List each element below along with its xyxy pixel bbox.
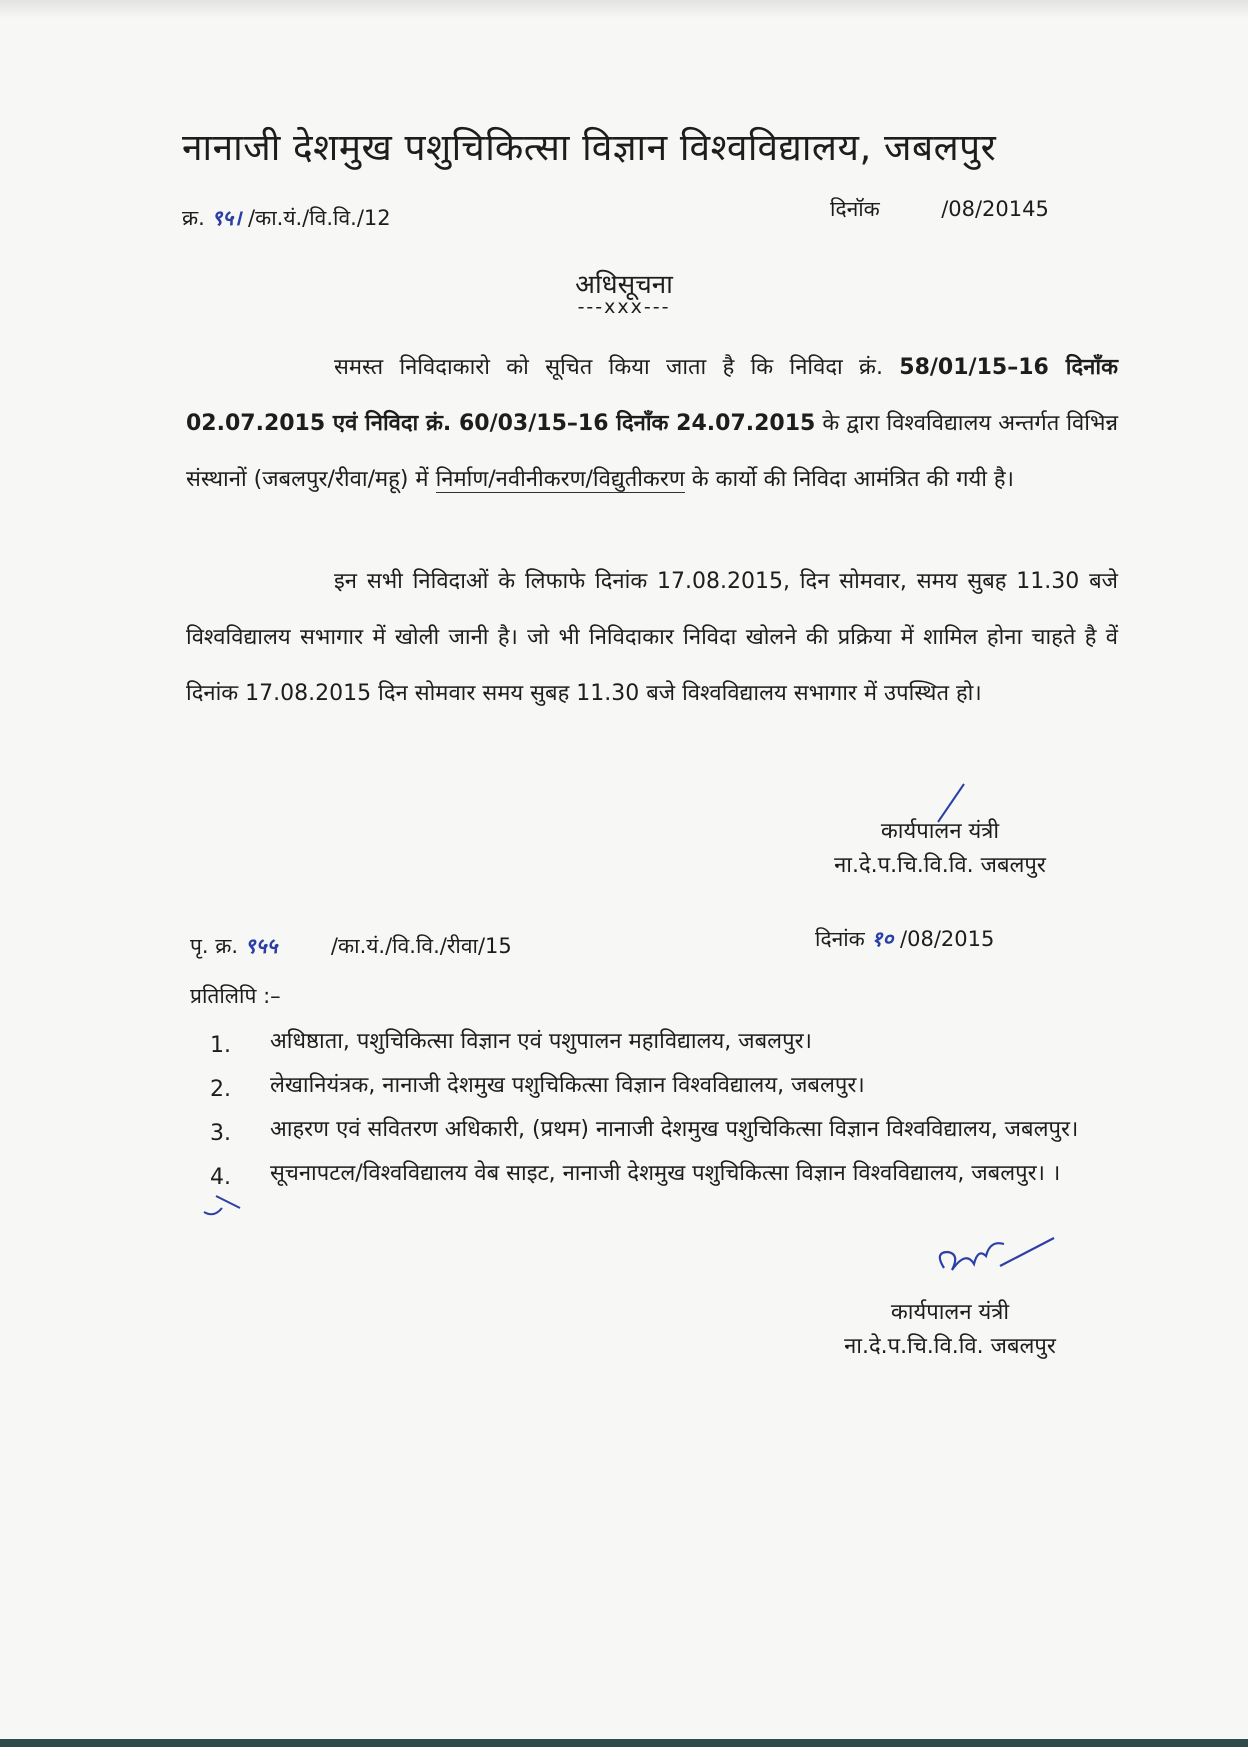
signature-block-1 (815, 815, 1065, 883)
endorsement-date-label: दिनांक (815, 927, 865, 951)
endorsement-number-handwritten: ९५५ (244, 933, 278, 958)
notice-paragraph-1 (186, 340, 1118, 508)
ref-suffix: /का.यं./वि.वि./12 (248, 206, 391, 230)
para1-text-1: समस्त निविदाकारो को सूचित किया जाता है कि निविदा क्रं. (334, 355, 883, 380)
reference-number (182, 204, 391, 232)
signature-scribble-2 (930, 1230, 1060, 1300)
notice-paragraph-2 (186, 554, 1118, 722)
para1-work-types: निर्माण/नवीनीकरण/विद्युतीकरण (435, 467, 685, 492)
notice-heading: अधिसूचना (575, 270, 673, 300)
scan-bottom-edge (0, 1739, 1248, 1747)
para1-text-3: के कार्यो की निविदा आमंत्रित की गयी है। (691, 467, 1014, 492)
signatory-designation: कार्यपालन यंत्री (880, 819, 1000, 844)
endorsement-reference (190, 932, 512, 960)
para2-text: इन सभी निविदाओं के लिफाफे दिनांक 17.08.2015, दिन सोमवार, समय सुबह 11.30 बजे विश्वविद्यालय सभागार में खोली जानी है। जो भी निविदाकार निविदा खोलने की प्रक्रिया में शामिल होना चाहते है वें दिनांक 17.08.2015 दिन सोमवार समय सुबह 11.30 बजे विश्वविद्यालय सभागार में उपस्थित हो। (186, 569, 1118, 706)
handwritten-tick-mark (200, 1190, 244, 1220)
signature-block-2 (815, 1296, 1085, 1364)
endorsement-suffix: /का.यं./वि.वि./रीवा/15 (330, 934, 512, 958)
ref-number-handwritten: ९५। (211, 205, 242, 230)
university-title: नानाजी देशमुख पशुचिकित्सा विज्ञान विश्वविद्यालय, जबलपुर (182, 126, 997, 169)
list-item: 2. लेखानियंत्रक, नानाजी देशमुख पशुचिकित्सा विज्ञान विश्वविद्यालय, जबलपुर। (210, 1073, 865, 1102)
heading-separator: ---xxx--- (577, 296, 671, 318)
endorsement-date (815, 925, 994, 953)
signatory-designation: कार्यपालन यंत्री (890, 1300, 1010, 1325)
issue-date (830, 195, 1049, 223)
list-item: 4. सूचनापटल/विश्वविद्यालय वेब साइट, नानाजी देशमुख पशुचिकित्सा विज्ञान विश्वविद्यालय, जबलपुर। । (210, 1161, 1061, 1190)
endorsement-day-handwritten: १० (871, 926, 894, 951)
para1-tender-refs: 58/01/15–16 दिनाँक 02.07.2015 एवं निविदा क्रं. 60/03/15–16 दिनाँक 24.07.2015 (186, 355, 1118, 436)
para1-text-2: के द्वारा विश्वविद्यालय अन्तर्गत विभिन्न संस्थानों (जबलपुर/रीवा/महू) में (186, 411, 1118, 492)
date-label: दिनॉक (830, 197, 880, 221)
endorsement-date-value: /08/2015 (900, 927, 995, 951)
ref-prefix: क्र. (182, 206, 205, 230)
list-item: 3. आहरण एवं सवितरण अधिकारी, (प्रथम) नानाजी देशमुख पशुचिकित्सा विज्ञान विश्वविद्यालय, जबलपुर। (210, 1117, 1079, 1146)
date-value: /08/20145 (941, 197, 1049, 221)
copy-to-label: प्रतिलिपि :– (190, 984, 281, 1008)
signatory-office: ना.दे.प.चि.वि.वि. जबलपुर (834, 853, 1046, 878)
copy-to-list (210, 1024, 1116, 1200)
endorsement-prefix: पृ. क्र. (190, 934, 239, 958)
signatory-office: ना.दे.प.चि.वि.वि. जबलपुर (844, 1334, 1056, 1359)
list-item: 1. अधिष्ठाता, पशुचिकित्सा विज्ञान एवं पशुपालन महाविद्यालय, जबलपुर। (210, 1029, 812, 1058)
